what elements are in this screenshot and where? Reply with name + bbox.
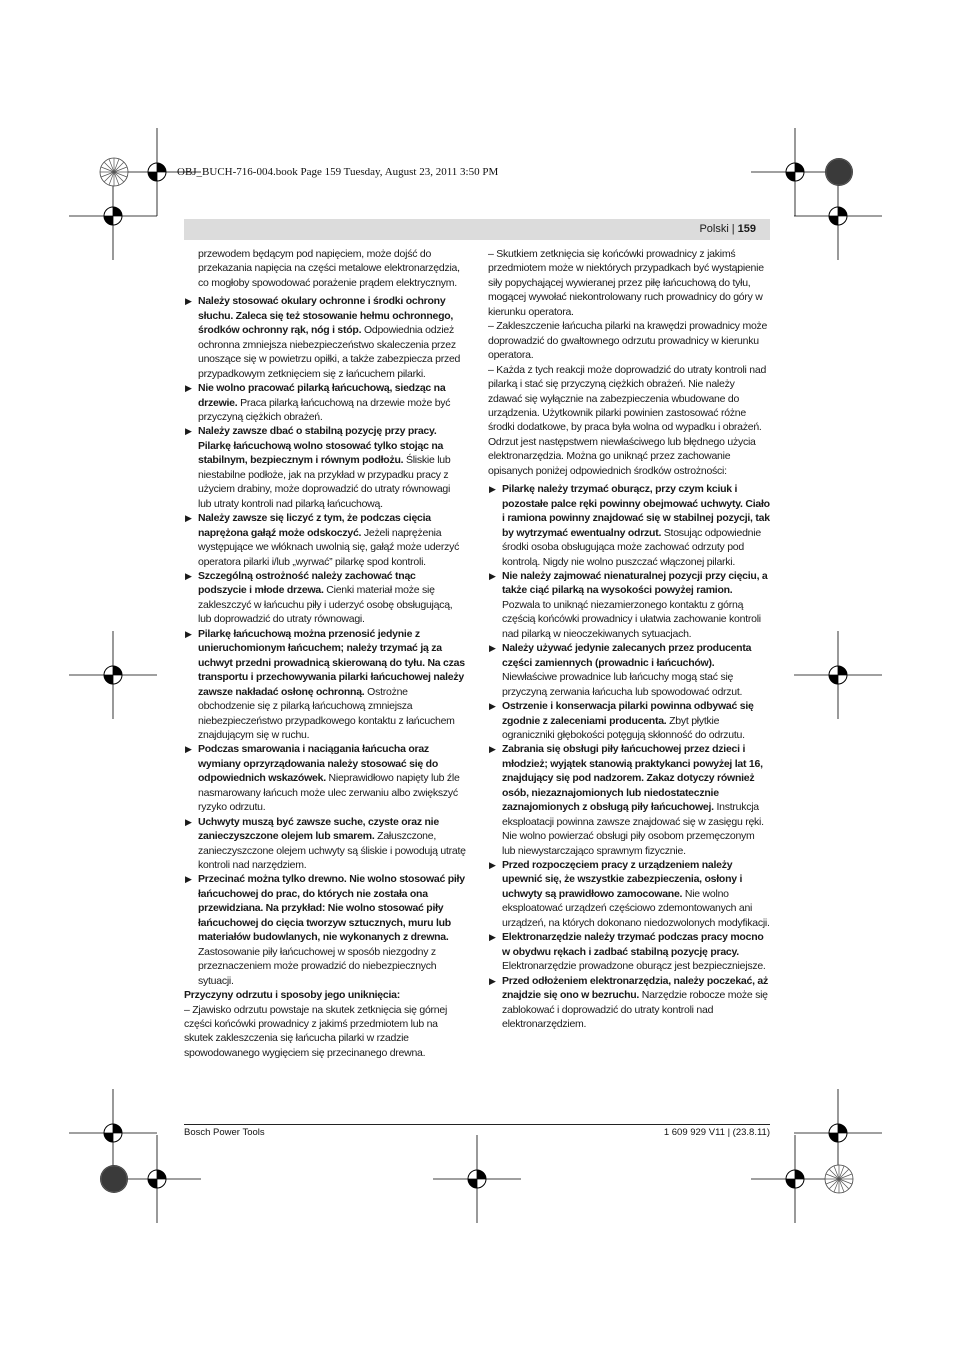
bullet-item [488,482,770,569]
bullet-arrow-icon: ▶ [185,874,192,885]
bullet-item [488,569,770,641]
bullet-item [184,424,466,511]
bullet-bold-text: Przed rozpoczęciem pracy z urządzeniem należy upewnić się, że wszystkie zabezpieczenia, osłony i uchwyty są prawidłowo zamocowane. [502,859,743,900]
bullet-bold-text: Uchwyty muszą być zawsze suche, czyste oraz nie zanieczyszczone olejem lub smarem. [198,815,439,843]
bullet-body-text: Jeżeli naprężenia występujące we włóknach uwolnią się, gałąź może uderzyć operatora pilarki i/lub „wyrwać” pilarkę spod kontroli. [198,526,460,568]
bullet-arrow-icon: ▶ [185,816,192,827]
bullet-item [488,930,770,973]
dark-target-bottom-left [100,1165,128,1193]
bullet-body-text: Zbyt płytkie ograniczniki głębokości potęgują skłonność do odrzutu. [502,714,745,741]
bullet-body-text: Pozwala to uniknąć niezamierzonego kontaktu z górną częścią końcówki prowadnicy i ułatwia zachowanie kontroli nad pilarką w nieoczekiwanych sytuacjach. [502,598,761,640]
body-paragraph: Odrzut jest następstwem niewłaściwego lub błędnego użycia elektronarzędzia. Można go uniknąć przez zachowanie opisanych poniżej odpowiednich środków ostrożności: [488,435,756,477]
right-paragraph-group [488,247,770,478]
bullet-arrow-icon: ▶ [185,383,192,394]
crosshair-bottom-center [433,1135,521,1223]
bullet-body-text: Niewłaściwe prowadnice lub łańcuchy mogą stać się przyczyną zerwania łańcucha lub spowodować odrzut. [502,671,743,698]
bullet-arrow-icon: ▶ [489,932,496,943]
kickback-heading: Przyczyny odrzutu i sposoby jego uniknięcia: [184,989,400,1002]
bullet-bold-text: Przecinać można tylko drewno. Nie wolno stosować piły łańcuchowej do prac, do których nie została ona przewidziana. Na przykład: Nie wolno stosować piły łańcuchowej do cięcia tworzyw sztucznych, muru lub materiałów budowlanych, nie wykonanych z drewna. [198,873,465,944]
bullet-arrow-icon: ▶ [185,296,192,307]
bullet-item [488,742,770,858]
right-bullet-list [488,482,770,1031]
footer-brand: Bosch Power Tools [184,1127,265,1138]
bullet-bold-text: Zabrania się obsługi piły łańcuchowej przez dzieci i młodzież; wyjątek stanowią praktykanci powyżej lat 16, znajdujący się pod nadzorem. Zakaz dotyczy również osób, niezaznajomionych lub niedostatecznie zaznajomionych z obsługą piły łańcuchowej. [502,743,763,814]
left-column [184,247,466,1060]
bullet-body-text: Stosując odpowiednie środki osoba obsługująca może zachować odrzuty pod kontrolą. Nigdy nie wolno puszczać włączonej pilarki. [502,526,761,568]
bullet-bold-text: Podczas smarowania i naciągania łańcucha oraz wymiany oprzyrządowania należy stosować się do odpowiednich wskazówek. [198,743,438,785]
bullet-arrow-icon: ▶ [185,570,192,581]
bullet-bold-text: Szczególną ostrożność należy zachować tnąc podszycie i młode drzewa. [198,569,416,597]
bullet-bold-text: Elektronarzędzie należy trzymać podczas pracy mocno w obydwu rękach i zadbać stabilną pozycję pracy. [502,931,764,958]
bullet-bold-text: Przed odłożeniem elektronarzędzia, należy poczekać, aż znajdzie się ono w bezruchu. [502,974,769,1002]
bullet-arrow-icon: ▶ [489,975,496,986]
bullet-arrow-icon: ▶ [185,744,192,755]
header-language: Polski [699,223,729,235]
page-header [699,223,756,235]
intro-paragraph: przewodem będącym pod napięciem, może dojść do przekazania napięcia na części metalowe elektronarzędzia, co mogłoby spowodować porażenie prądem elektrycznym. [198,248,460,289]
star-target-top-left [100,158,128,186]
page-number: 159 [737,223,756,235]
bullet-arrow-icon: ▶ [185,426,192,437]
bullet-body-text: Cienki materiał może się zakleszczyć w łańcuchu piły i uderzyć osobę obsługującą, lub doprowadzić do utraty równowagi. [198,584,453,626]
bullet-body-text: Praca pilarką łańcuchową na drzewie może być przyczyną ciężkich obrażeń. [198,396,451,423]
bullet-item [184,381,466,424]
bullet-bold-text: Należy stosować okulary ochronne i środki ochrony słuchu. Zaleca się też stosowanie hełmu ochronnego, środków ochronny rąk, nóg i stóp. [198,295,454,337]
bullet-arrow-icon: ▶ [489,643,496,654]
bullet-arrow-icon: ▶ [489,860,496,871]
bullet-body-text: Zastosowanie piły łańcuchowej w sposób niezgodny z przeznaczeniem może prowadzić do niebezpiecznych sytuacji. [198,945,437,987]
bullet-body-text: Odpowiednia odzież ochronna zmniejsza niebezpieczeństwo skaleczenia przez unoszące się w powietrzu opiłki, a także zabezpiecza przed przypadkowym zetknięciem się z łańcuchem pilarki. [198,324,461,380]
bullet-body-text: Śliskie lub niestabilne podłoże, jak na przykład w przypadku pracy z użyciem drabiny, może doprowadzić do utraty równowagi lub utraty kontroli nad pilarką łańcuchową. [198,454,451,510]
bullet-bold-text: Nie wolno pracować pilarką łańcuchową, siedząc na drzewie. [198,382,446,409]
bullet-arrow-icon: ▶ [489,701,496,712]
footer-document-code: 1 609 929 V11 | (23.8.11) [663,1127,770,1138]
dark-target-top-right [825,158,853,186]
bullet-item [184,294,466,381]
bullet-body-text: Załuszczone, zanieczyszczone olejem uchwyty są śliskie i powodują utratę kontroli nad narzędziem. [198,830,466,872]
bullet-body-text: Nie wolno eksploatować urządzeń częściowo zdemontowanych ani urządzeń, na których dokonano niedozwolonych modyfikacji. [502,887,770,929]
bullet-arrow-icon: ▶ [185,628,192,639]
bullet-arrow-icon: ▶ [489,484,496,495]
bullet-item [184,872,466,988]
crosshair-lower-left [69,1089,157,1177]
right-column [488,247,770,1031]
bullet-body-text: Ostrożne obchodzenie się z pilarką łańcuchową zmniejsza niebezpieczeństwo przypadkowego kontaktu z łańcuchem znajdującym się w ruchu. [198,685,455,741]
bullet-bold-text: Pilarkę łańcuchową można przenosić jedynie z unieruchomionym łańcuchem; należy trzymać ją za uchwyt przedni prowadnicą skierowaną do tyłu. Na czas transportu i przechowywania pilarki łańcuchowej należy zawsze nakładać osłonę ochronną. [198,627,465,698]
bullet-item [184,569,466,627]
bullet-body-text: Elektronarzędzie prowadzone oburącz jest bezpieczniejsze. [502,960,766,973]
bullet-bold-text: Należy zawsze dbać o stabilną pozycję przy pracy. Pilarkę łańcuchową wolno stosować tylko stojąc na stabilnym, bezpiecznym i równym podłożu. [198,425,444,467]
bullet-item [184,627,466,743]
body-paragraph: – Każda z tych reakcji może doprowadzić do utraty kontroli nad pilarką i stać się przyczyną ciężkich obrażeń. Nie należy zdawać się wyłącznie na zabezpieczenia wbudowane do urządzenia. Użytkownik pilarki powinien zastosować różne środki dodatkowe, by praca była wolna od wypadku i obrażeń. [488,363,767,434]
body-paragraph: – Zakleszczenie łańcucha pilarki na krawędzi prowadnicy może doprowadzić do gwałtownego odrzutu prowadnicy w kierunku operatora. [488,320,768,362]
bullet-item [488,699,770,742]
bullet-body-text: Nieprawidłowo napięty lub źle nasmarowany łańcuch może ulec zerwaniu albo zwiększyć ryzyko odrzutu. [198,772,460,814]
bullet-bold-text: Należy zawsze się liczyć z tym, że podczas cięcia naprężona gałąź może odskoczyć. [198,512,431,539]
body-paragraph: – Skutkiem zetknięcia się końcówki prowadnicy z jakimś przedmiotem może w niektórych przypadkach być wystąpienie siły popychającej wywieranej przez piłę łańcuchową do tyłu, mogącej wywołać niekontrolowany ruch prowadnicy do góry w kierunku operatora. [488,248,764,318]
crosshair-lower-right [794,1089,882,1177]
bullet-arrow-icon: ▶ [185,513,192,524]
crosshair-mid-left [69,631,157,719]
crosshair-mid-right [794,631,882,719]
footer-divider [184,1124,770,1125]
bullet-item [488,974,770,1032]
header-separator: | [731,223,735,235]
star-target-bottom-right [825,1165,853,1193]
bullet-item [184,742,466,814]
print-header: OBJ_BUCH-716-004.book Page 159 Tuesday, August 23, 2011 3:50 PM [177,166,499,178]
bullet-item [488,858,770,930]
bullet-bold-text: Należy używać jedynie zalecanych przez producenta części zamiennych (prowadnic i łańcuchów). [502,642,752,669]
page-header-bar [184,219,770,240]
bullet-bold-text: Ostrzenie i konserwacja pilarki powinna odbywać się zgodnie z zaleceniami producenta. [502,700,754,727]
bullet-item [184,511,466,569]
bullet-body-text: Narzędzie robocze może się zablokować i doprowadzić do utraty kontroli nad elektronarzędziem. [502,989,768,1031]
bullet-item [488,641,770,699]
bullet-item [184,815,466,873]
left-bullet-list [184,294,466,988]
bullet-bold-text: Pilarkę należy trzymać oburącz, przy czym kciuk i pozostałe palce ręki powinny obejmować uchwyty. Ciało i ramiona powinny znajdować się w stabilnej pozycji, tak by wytrzymać ewentualny odrzut. [502,483,770,539]
bullet-bold-text: Nie należy zajmować nienaturalnej pozycji przy cięciu, a także ciąć pilarką na wysokości powyżej ramion. [502,569,768,597]
bullet-arrow-icon: ▶ [489,570,496,581]
kickback-paragraph: – Zjawisko odrzutu powstaje na skutek zetknięcia się górnej części końcówki prowadnicy z jakimś przedmiotem lub na skutek zakleszczenia się łańcucha pilarki w rzadzie spowodowanego wygięciem się przecinanego drewna. [184,1003,448,1059]
bullet-body-text: Instrukcja eksploatacji powinna zawsze znajdować się w zasięgu ręki. Nie wolno powierzać obsługi piły osobom przemęczonym lub niewystarczająco sprawnym fizycznie. [502,801,764,857]
bullet-arrow-icon: ▶ [489,744,496,755]
